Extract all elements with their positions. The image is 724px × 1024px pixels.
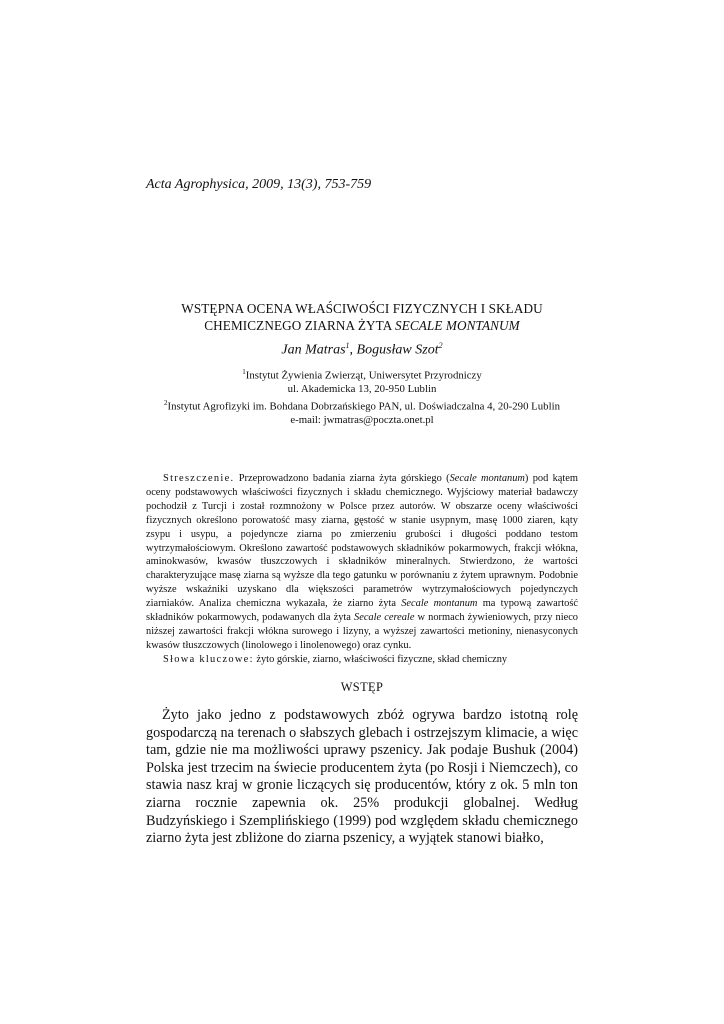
title-species: SECALE MONTANUM xyxy=(395,318,520,333)
author-1-affil-mark: 1 xyxy=(345,341,350,350)
title-line-2 xyxy=(100,317,624,334)
keywords-text: żyto górskie, ziarno, właściwości fizyczne, skład chemiczny xyxy=(253,653,508,665)
abstract-paragraph xyxy=(146,472,578,653)
affiliations xyxy=(100,366,624,428)
affiliation-2 xyxy=(100,397,624,414)
body-text xyxy=(146,707,578,848)
keywords xyxy=(146,653,578,667)
abstract-label: Streszczenie. xyxy=(163,473,235,484)
author-separator: , xyxy=(349,342,357,358)
title-line-2-text: CHEMICZNEGO ZIARNA ŻYTA xyxy=(204,318,395,333)
affiliation-1 xyxy=(100,366,624,383)
affiliation-2-name: Instytut Agrofizyki im. Bohdana Dobrzańskiego PAN, ul. Doświadczalna 4, 20-290 Lublin xyxy=(167,400,560,413)
author-2-affil-mark: 2 xyxy=(438,341,443,350)
keywords-label: Słowa kluczowe: xyxy=(163,653,254,665)
author-1: Jan Matras xyxy=(281,342,346,358)
affiliation-1-address: ul. Akademicka 13, 20-950 Lublin xyxy=(287,383,437,396)
abstract-text-1: Przeprowadzono badania ziarna żyta górskiego ( xyxy=(234,473,450,484)
body-paragraph: Żyto jako jedno z podstawowych zbóż ogrywa bardzo istotną rolę gospodarczą na terenach o słabszych glebach i ostrzejszym klimacie, a więc tam, gdzie nie ma możliwości uprawy pszenicy. Jak podaje Bushuk (2004) Polska jest trzecim na świecie producentem żyta (po Rosji i Niemczech), co stawia nasz kraj w gronie liczących się producentów, który z ok. 5 mln ton ziarna rocznie zapewnia ok. 25% produkcji globalnej. Według Budzyńskiego i Szemplińskiego (1999) pod względem składu chemicznego ziarno żyta jest zbliżone do ziarna pszenicy, a wyjątek stanowi białko, xyxy=(146,707,578,847)
abstract-species-2: Secale montanum xyxy=(401,598,478,610)
paper-title xyxy=(100,300,624,334)
abstract-text-2: ) pod kątem oceny podstawowych właściwości fizycznych i składu chemicznego. Wyjściowy materiał badawczy pochodził z Turcji i został rozmnożony w Polsce przez autorów. W obszarze oceny właściwości fizycznych określono porowatość masy ziarna, gęstość w stanie usypnym, masę 1000 ziaren, kąty zsypu i usypu, a pojedyncze ziarna po zmierzeniu grubości i długości poddano testom wytrzymałościowym. Określono zawartość podstawowych składników pokarmowych, frakcji włókna, aminokwasów, kwasów tłuszczowych i składników mineralnych. Stwierdzono, że wartości charakteryzujące masę ziarna są wyższe dla tego gatunku w porównaniu z żytem uprawnym. Podobnie wyższe wskaźniki uzyskano dla większości parametrów wytrzymałościowych pojedynczych ziarniaków. Analiza chemiczna wykazała, że ziarno żyta xyxy=(146,473,578,610)
abstract xyxy=(146,472,578,667)
author-list xyxy=(100,341,624,359)
affiliation-1-mark: 1 xyxy=(242,368,246,376)
author-2: Bogusław Szot xyxy=(356,342,439,358)
abstract-species-1: Secale montanum xyxy=(449,473,525,484)
section-heading: WSTĘP xyxy=(340,680,384,694)
abstract-text-3: ma typową zawartość składników pokarmowych, podawanych dla żyta xyxy=(146,598,578,624)
affiliation-2-mark: 2 xyxy=(164,398,168,407)
contact-email: e-mail: jwmatras@poczta.onet.pl xyxy=(290,413,434,426)
title-line-1: WSTĘPNA OCENA WŁAŚCIWOŚCI FIZYCZNYCH I SKŁADU xyxy=(181,301,543,316)
affiliation-1-name: Instytut Żywienia Zwierząt, Uniwersytet Przyrodniczy xyxy=(245,369,482,382)
abstract-species-3: Secale cereale xyxy=(354,612,415,624)
journal-citation: Acta Agrophysica, 2009, 13(3), 753-759 xyxy=(146,177,372,192)
abstract-text-4: w normach żywieniowych, przy nieco niższej zawartości frakcji włókna surowego i lizyny, a wyższej zawartości metioniny, nienasyconych kwasów tłuszczowych (linolowego i linolenowego) oraz cynku. xyxy=(146,612,579,651)
